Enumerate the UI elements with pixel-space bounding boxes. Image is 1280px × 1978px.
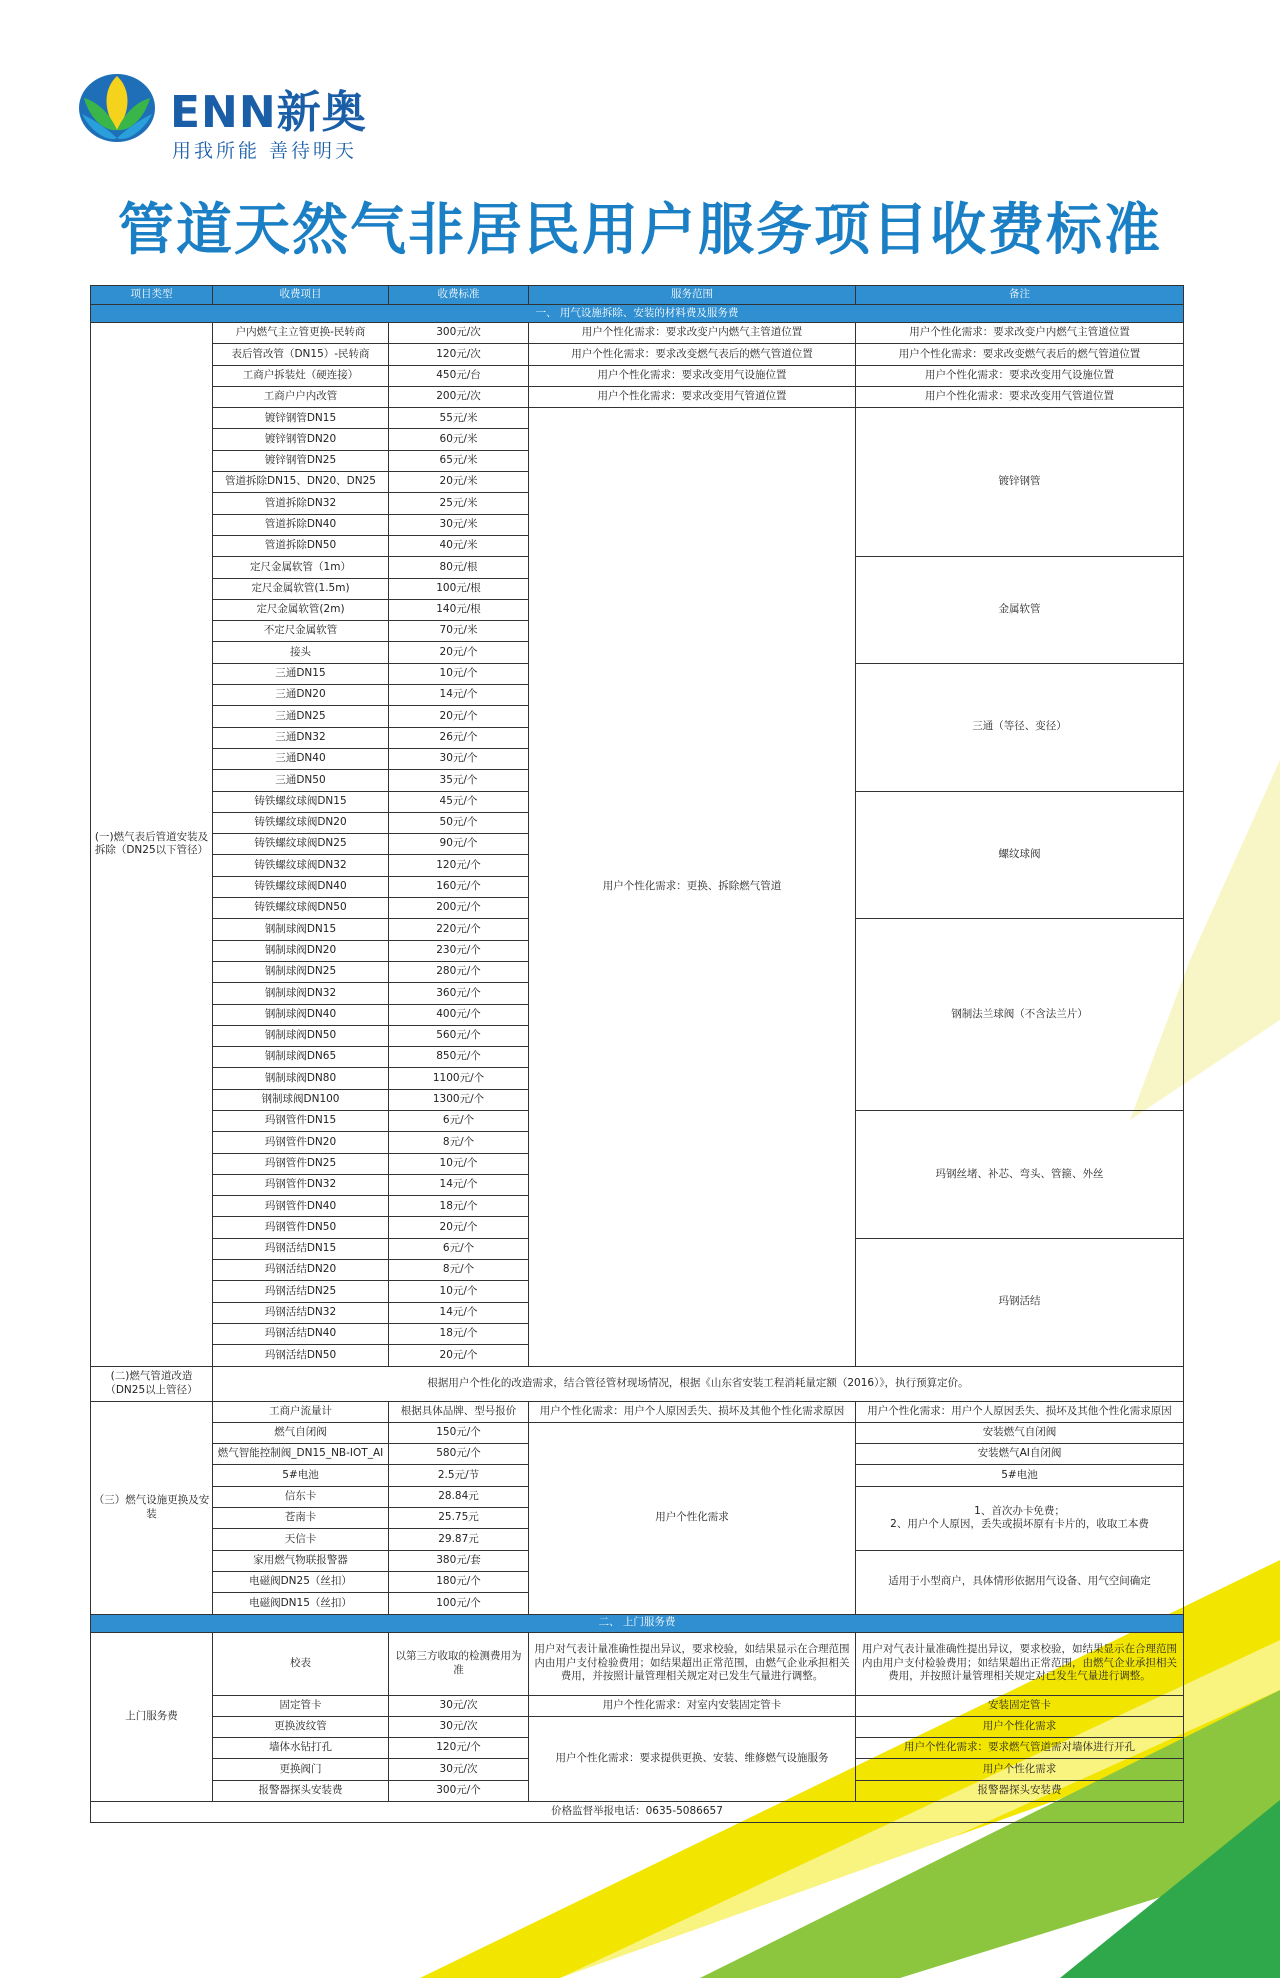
- fee-cell: 30元/次: [389, 1716, 529, 1737]
- item-cell: 钢制球阀DN50: [213, 1025, 389, 1046]
- fee-cell: 10元/个: [389, 1281, 529, 1302]
- item-cell: 玛钢管件DN32: [213, 1174, 389, 1195]
- header-type: 项目类型: [91, 286, 213, 305]
- fee-cell: 6元/个: [389, 1238, 529, 1259]
- item-cell: 管道拆除DN50: [213, 535, 389, 556]
- fee-cell: 200元/次: [389, 386, 529, 407]
- item-cell: 玛钢活结DN50: [213, 1345, 389, 1366]
- item-cell: 玛钢活结DN40: [213, 1323, 389, 1344]
- item-cell: 钢制球阀DN32: [213, 983, 389, 1004]
- table-row: [91, 1422, 1184, 1443]
- fee-cell: 以第三方收取的检测费用为准: [389, 1632, 529, 1695]
- item-cell: 墙体水钻打孔: [213, 1738, 389, 1759]
- item-cell: 工商户流量计: [213, 1401, 389, 1422]
- item-cell: 玛钢管件DN20: [213, 1132, 389, 1153]
- table-row: [91, 1401, 1184, 1422]
- item-cell: 玛钢管件DN15: [213, 1110, 389, 1131]
- fee-cell: 200元/个: [389, 898, 529, 919]
- item-cell: 三通DN40: [213, 748, 389, 769]
- item-cell: 三通DN25: [213, 706, 389, 727]
- fee-cell: 60元/米: [389, 429, 529, 450]
- fee-cell: 1100元/个: [389, 1068, 529, 1089]
- header-fee: 收费标准: [389, 286, 529, 305]
- fee-cell: 50元/个: [389, 812, 529, 833]
- table-row: [91, 1366, 1184, 1401]
- note-cell: 用户个性化需求：要求改变用气设施位置: [856, 365, 1184, 386]
- fee-cell: 90元/个: [389, 834, 529, 855]
- item-cell: 燃气智能控制阀_DN15_NB-IOT_AI: [213, 1444, 389, 1465]
- item-cell: 镀锌钢管DN25: [213, 450, 389, 471]
- item-cell: 钢制球阀DN15: [213, 919, 389, 940]
- fee-cell: 25.75元: [389, 1508, 529, 1529]
- brand-slogan: 用我所能 善待明天: [172, 140, 358, 162]
- item-cell: 三通DN50: [213, 770, 389, 791]
- project-type-cell: 上门服务费: [91, 1632, 213, 1801]
- note-cell: 5#电池: [856, 1465, 1184, 1486]
- item-cell: 不定尺金属软管: [213, 621, 389, 642]
- note-cell: 安装固定管卡: [856, 1695, 1184, 1716]
- note-cell: 用户个性化需求: [856, 1716, 1184, 1737]
- enn-logo-icon: [76, 68, 158, 144]
- fee-cell: 20元/个: [389, 706, 529, 727]
- fee-cell: 380元/套: [389, 1550, 529, 1571]
- fee-cell: 10元/个: [389, 1153, 529, 1174]
- item-cell: 玛钢管件DN50: [213, 1217, 389, 1238]
- fee-cell: 140元/根: [389, 599, 529, 620]
- section-row: [91, 305, 1184, 323]
- item-cell: 校表: [213, 1632, 389, 1695]
- fee-cell: 100元/根: [389, 578, 529, 599]
- item-cell: 玛钢活结DN15: [213, 1238, 389, 1259]
- item-cell: 电磁阀DN15（丝扣）: [213, 1593, 389, 1614]
- card-note-line: 2、用户个人原因，丢失或损坏原有卡片的，收取工本费: [890, 1518, 1149, 1531]
- item-cell: 管道拆除DN32: [213, 493, 389, 514]
- note-cell-merged: 玛钢丝堵、补芯、弯头、管箍、外丝: [856, 1110, 1184, 1238]
- footer-phone: 价格监督举报电话：0635-5086657: [91, 1802, 1184, 1823]
- fee-cell: 20元/个: [389, 1217, 529, 1238]
- item-cell: 定尺金属软管（1m）: [213, 557, 389, 578]
- section-title: 二、 上门服务费: [91, 1614, 1184, 1632]
- header-note: 备注: [856, 286, 1184, 305]
- fee-cell: 40元/米: [389, 535, 529, 556]
- item-cell: 苍南卡: [213, 1508, 389, 1529]
- table-row: [91, 1716, 1184, 1737]
- fee-cell: 10元/个: [389, 663, 529, 684]
- fee-cell: 300元/次: [389, 323, 529, 344]
- fee-cell: 25元/米: [389, 493, 529, 514]
- item-cell: 铸铁螺纹球阀DN32: [213, 855, 389, 876]
- table-row: [91, 323, 1184, 344]
- fee-cell: 160元/个: [389, 876, 529, 897]
- note-cell: 用户个性化需求：要求燃气管道需对墙体进行开孔: [856, 1738, 1184, 1759]
- scope-cell: 用户对气表计量准确性提出异议，要求校验，如结果显示在合理范围内由用户支付检验费用；如结果超出正常范围，由燃气企业承担相关费用，并按照计量管理相关规定对已发生气量进行调整。: [529, 1632, 856, 1695]
- fee-cell: 560元/个: [389, 1025, 529, 1046]
- item-cell: 工商户拆装灶（硬连接）: [213, 365, 389, 386]
- fee-cell: 220元/个: [389, 919, 529, 940]
- fee-cell: 850元/个: [389, 1047, 529, 1068]
- fee-cell: 80元/根: [389, 557, 529, 578]
- fee-cell: 20元/米: [389, 472, 529, 493]
- item-cell: 固定管卡: [213, 1695, 389, 1716]
- fee-table: [90, 285, 1184, 1823]
- fee-cell: 1300元/个: [389, 1089, 529, 1110]
- fee-cell: 180元/个: [389, 1571, 529, 1592]
- fee-cell: 6元/个: [389, 1110, 529, 1131]
- fee-cell: 120元/个: [389, 1738, 529, 1759]
- table-row: [91, 1695, 1184, 1716]
- project-type-cell: (一)燃气表后管道安装及拆除（DN25以下管径）: [91, 323, 213, 1367]
- note-cell: 安装燃气自闭阀: [856, 1422, 1184, 1443]
- item-cell: 管道拆除DN15、DN20、DN25: [213, 472, 389, 493]
- note-cell: 用户个性化需求：用户个人原因丢失、损坏及其他个性化需求原因: [856, 1401, 1184, 1422]
- fee-cell: 65元/米: [389, 450, 529, 471]
- project-type-cell: （三）燃气设施更换及安装: [91, 1401, 213, 1614]
- fee-cell: 8元/个: [389, 1132, 529, 1153]
- item-cell: 电磁阀DN25（丝扣）: [213, 1571, 389, 1592]
- item-cell: 更换阀门: [213, 1759, 389, 1780]
- item-cell: 报警器探头安装费: [213, 1780, 389, 1801]
- scope-cell: 用户个性化需求：要求改变户内燃气主管道位置: [529, 323, 856, 344]
- fee-cell: 150元/个: [389, 1422, 529, 1443]
- item-cell: 三通DN32: [213, 727, 389, 748]
- item-cell: 玛钢管件DN25: [213, 1153, 389, 1174]
- fee-cell: 280元/个: [389, 961, 529, 982]
- item-cell: 铸铁螺纹球阀DN25: [213, 834, 389, 855]
- fee-cell: 70元/米: [389, 621, 529, 642]
- brand-name: ENN新奥: [170, 87, 367, 138]
- fee-cell: 120元/次: [389, 344, 529, 365]
- item-cell: 燃气自闭阀: [213, 1422, 389, 1443]
- section-row: [91, 1614, 1184, 1632]
- fee-cell: 45元/个: [389, 791, 529, 812]
- scope-cell-merged: 用户个性化需求: [529, 1422, 856, 1614]
- item-cell: 玛钢管件DN40: [213, 1196, 389, 1217]
- note-cell: 安装燃气AI自闭阀: [856, 1444, 1184, 1465]
- note-cell-merged: 适用于小型商户，具体情形依据用气设备、用气空间确定: [856, 1550, 1184, 1614]
- note-cell: 报警器探头安装费: [856, 1780, 1184, 1801]
- table-row: [91, 1632, 1184, 1695]
- item-cell: 三通DN20: [213, 685, 389, 706]
- item-cell: 信东卡: [213, 1486, 389, 1507]
- fee-cell: 20元/个: [389, 642, 529, 663]
- scope-cell-merged: 用户个性化需求：要求提供更换、安装、维修燃气设施服务: [529, 1716, 856, 1801]
- scope-cell: 用户个性化需求：用户个人原因丢失、损坏及其他个性化需求原因: [529, 1401, 856, 1422]
- scope-cell: 用户个性化需求：要求改变用气管道位置: [529, 386, 856, 407]
- table-row: [91, 408, 1184, 429]
- item-cell: 管道拆除DN40: [213, 514, 389, 535]
- item-cell: 定尺金属软管(2m): [213, 599, 389, 620]
- note-cell: 用户个性化需求: [856, 1759, 1184, 1780]
- item-cell: 镀锌钢管DN20: [213, 429, 389, 450]
- fee-cell: 28.84元: [389, 1486, 529, 1507]
- fee-cell: 18元/个: [389, 1323, 529, 1344]
- note-cell-merged: 三通（等径、变径）: [856, 663, 1184, 791]
- fee-cell: 300元/个: [389, 1780, 529, 1801]
- fee-cell: 100元/个: [389, 1593, 529, 1614]
- project-type-cell: (二)燃气管道改造（DN25以上管径）: [91, 1366, 213, 1401]
- note-cell-merged: 镀锌钢管: [856, 408, 1184, 557]
- item-cell: 铸铁螺纹球阀DN15: [213, 791, 389, 812]
- header-scope: 服务范围: [529, 286, 856, 305]
- item-cell: 工商户户内改管: [213, 386, 389, 407]
- fee-cell: 8元/个: [389, 1260, 529, 1281]
- item-cell: 钢制球阀DN100: [213, 1089, 389, 1110]
- note-cell: 用户个性化需求：要求改变用气管道位置: [856, 386, 1184, 407]
- item-cell: 铸铁螺纹球阀DN40: [213, 876, 389, 897]
- fee-cell: 450元/台: [389, 365, 529, 386]
- note-cell: 用户对气表计量准确性提出异议，要求校验，如结果显示在合理范围内由用户支付检验费用；如结果超出正常范围，由燃气企业承担相关费用，并按照计量管理相关规定对已发生气量进行调整。: [856, 1632, 1184, 1695]
- page-title: 管道天然气非居民用户服务项目收费标准: [118, 198, 1162, 263]
- table-row: [91, 386, 1184, 407]
- fee-cell: 根据具体品牌、型号报价: [389, 1401, 529, 1422]
- scope-cell-merged: 用户个性化需求：更换、拆除燃气管道: [529, 408, 856, 1366]
- item-cell: 5#电池: [213, 1465, 389, 1486]
- fee-cell: 20元/个: [389, 1345, 529, 1366]
- item-cell: 户内燃气主立管更换-民转商: [213, 323, 389, 344]
- item-cell: 镀锌钢管DN15: [213, 408, 389, 429]
- scope-cell: 用户个性化需求：要求改变燃气表后的燃气管道位置: [529, 344, 856, 365]
- note-cell-merged: 钢制法兰球阀（不含法兰片）: [856, 919, 1184, 1111]
- note-cell: 用户个性化需求：要求改变户内燃气主管道位置: [856, 323, 1184, 344]
- item-cell: 钢制球阀DN20: [213, 940, 389, 961]
- note-cell-merged: 螺纹球阀: [856, 791, 1184, 919]
- fee-cell: 29.87元: [389, 1529, 529, 1550]
- fee-cell: 35元/个: [389, 770, 529, 791]
- note-cell-merged: 玛钢活结: [856, 1238, 1184, 1366]
- fee-cell: 30元/次: [389, 1695, 529, 1716]
- table-row: [91, 344, 1184, 365]
- fee-cell: 360元/个: [389, 983, 529, 1004]
- section-title: 一、 用气设施拆除、安装的材料费及服务费: [91, 305, 1184, 323]
- table-body: [91, 305, 1184, 1823]
- note-cell: 根据用户个性化的改造需求，结合管径管材现场情况，根据《山东省安装工程消耗量定额（2016）》，执行预算定价。: [213, 1366, 1184, 1401]
- item-cell: 三通DN15: [213, 663, 389, 684]
- item-cell: 钢制球阀DN80: [213, 1068, 389, 1089]
- fee-cell: 55元/米: [389, 408, 529, 429]
- footer-row: [91, 1802, 1184, 1823]
- item-cell: 铸铁螺纹球阀DN50: [213, 898, 389, 919]
- item-cell: 家用燃气物联报警器: [213, 1550, 389, 1571]
- card-note-cell: [856, 1486, 1184, 1550]
- scope-cell: 用户个性化需求：对室内安装固定管卡: [529, 1695, 856, 1716]
- table-row: [91, 365, 1184, 386]
- table-header-row: [91, 286, 1184, 305]
- card-note-line: 1、首次办卡免费；: [974, 1504, 1065, 1517]
- item-cell: 玛钢活结DN20: [213, 1260, 389, 1281]
- fee-cell: 14元/个: [389, 1174, 529, 1195]
- item-cell: 铸铁螺纹球阀DN20: [213, 812, 389, 833]
- fee-cell: 30元/次: [389, 1759, 529, 1780]
- item-cell: 定尺金属软管(1.5m): [213, 578, 389, 599]
- item-cell: 接头: [213, 642, 389, 663]
- item-cell: 玛钢活结DN25: [213, 1281, 389, 1302]
- item-cell: 玛钢活结DN32: [213, 1302, 389, 1323]
- fee-cell: 30元/个: [389, 748, 529, 769]
- note-cell-merged: 金属软管: [856, 557, 1184, 663]
- fee-cell: 230元/个: [389, 940, 529, 961]
- header-item: 收费项目: [213, 286, 389, 305]
- fee-cell: 120元/个: [389, 855, 529, 876]
- fee-cell: 30元/米: [389, 514, 529, 535]
- item-cell: 天信卡: [213, 1529, 389, 1550]
- scope-cell: 用户个性化需求：要求改变用气设施位置: [529, 365, 856, 386]
- note-cell: 用户个性化需求：要求改变燃气表后的燃气管道位置: [856, 344, 1184, 365]
- fee-cell: 580元/个: [389, 1444, 529, 1465]
- item-cell: 表后管改管（DN15）-民转商: [213, 344, 389, 365]
- item-cell: 更换波纹管: [213, 1716, 389, 1737]
- fee-cell: 14元/个: [389, 1302, 529, 1323]
- item-cell: 钢制球阀DN25: [213, 961, 389, 982]
- fee-cell: 18元/个: [389, 1196, 529, 1217]
- item-cell: 钢制球阀DN40: [213, 1004, 389, 1025]
- fee-cell: 400元/个: [389, 1004, 529, 1025]
- fee-cell: 14元/个: [389, 685, 529, 706]
- fee-cell: 26元/个: [389, 727, 529, 748]
- item-cell: 钢制球阀DN65: [213, 1047, 389, 1068]
- fee-cell: 2.5元/节: [389, 1465, 529, 1486]
